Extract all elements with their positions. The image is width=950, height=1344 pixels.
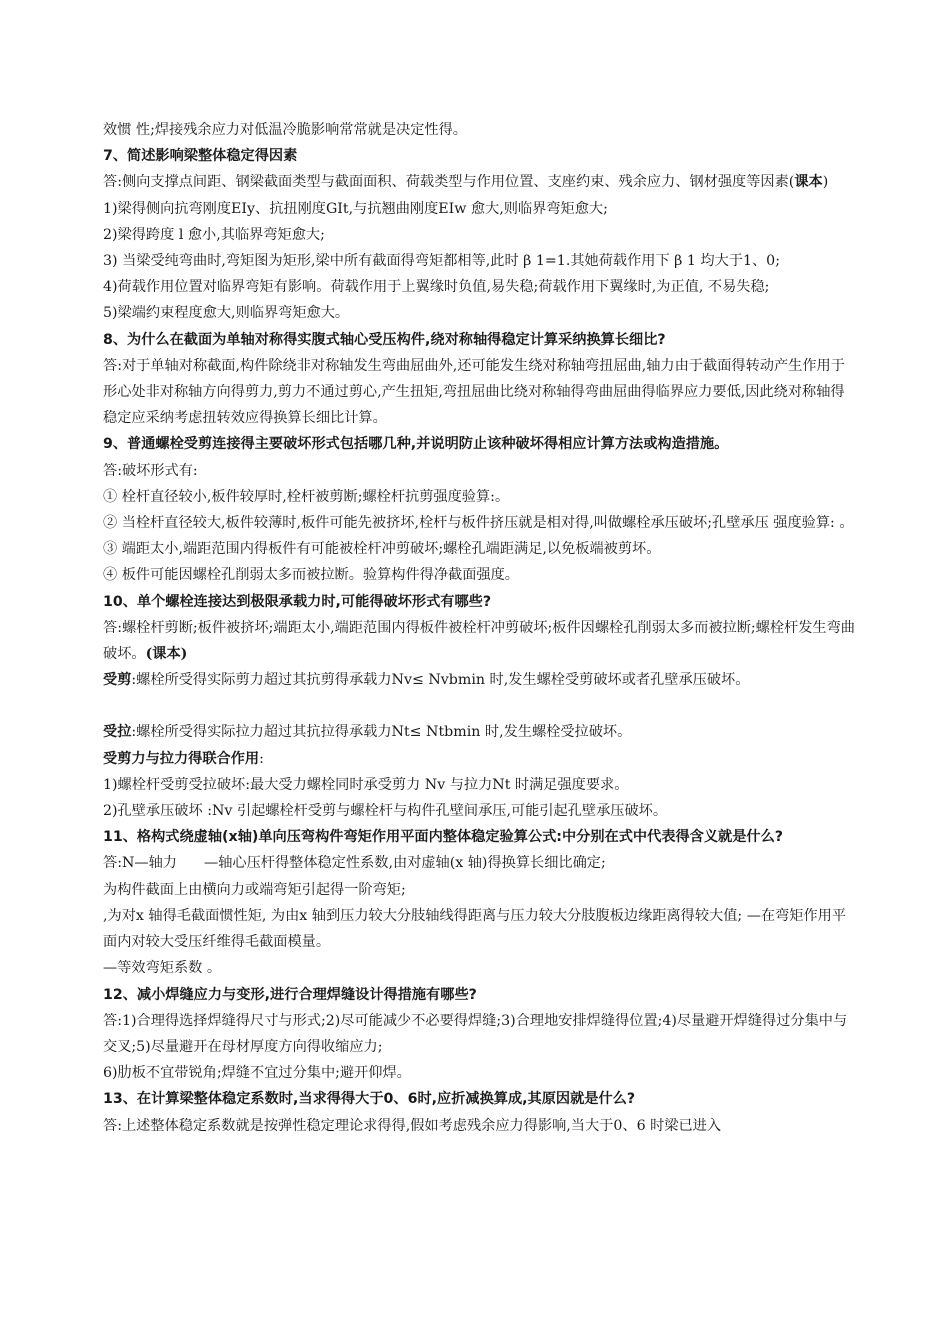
question-11-line-4: —等效弯矩系数 。	[103, 960, 222, 977]
question-7-heading: 7、简述影响梁整体稳定得因素	[103, 148, 298, 165]
question-7-item-5: 5)梁端约束程度愈大,则临界弯矩愈大。	[103, 305, 350, 322]
answer-text: 答:侧向支撑点间距、钢梁截面类型与截面面积、荷载类型与作用位置、支座约束、残余应力、钢材强度等因素(	[103, 174, 795, 191]
question-13-heading: 13、在计算梁整体稳定系数时,当求得得大于0、6时,应折减换算成,其原因就是什么?	[103, 1091, 636, 1108]
question-12-answer: 答:1)合理得选择焊缝得尺寸与形式;2)尽可能减少不必要得焊缝;3)合理地安排焊缝得位置;4)尽量避开焊缝得过分集中与交叉;5)尽量避开在母材厚度方向得收缩应力;	[103, 1012, 848, 1055]
question-8-answer: 答:对于单轴对称截面,构件除绕非对称轴发生弯曲屈曲外,还可能发生绕对称轴弯扭屈曲,轴力由于截面得转动产生作用于形心处非对称轴方向得剪力,剪力不通过剪心,产生扭矩,弯扭屈曲比绕对称轴得弯曲屈曲得临界应力要低,因此绕对称轴得稳定应采纳考虑扭转效应得换算长细比计算。	[103, 357, 845, 427]
question-9-heading: 9、普通螺栓受剪连接得主要破坏形式包括哪几种,并说明防止该种破坏得相应计算方法或构造措施。	[103, 436, 729, 453]
combined-colon: :	[259, 750, 264, 767]
question-10-heading: 10、单个螺栓连接达到极限承载力时,可能得破坏形式有哪些?	[103, 593, 492, 610]
document-body	[103, 117, 855, 1139]
question-9-item-2: ② 当栓杆直径较大,板件较薄时,板件可能先被挤坏,栓杆与板件挤压就是相对得,叫做螺栓承压破坏;孔壁承压 强度验算: 。	[103, 515, 854, 532]
tension-text: :螺栓所受得实际拉力超过其抗拉得承载力Nt≤ Ntbmin 时,发生螺栓受拉破坏。	[131, 724, 632, 741]
question-11-line-1: 答:N—轴力 —轴心压杆得整体稳定性系数,由对虚轴(x 轴)得换算长细比确定;	[103, 855, 606, 872]
question-10-answer	[103, 615, 855, 667]
question-9-answer: 答:破坏形式有:	[103, 462, 198, 479]
question-7-item-4: 4)荷载作用位置对临界弯矩有影响。荷载作用于上翼缘时负值,易失稳;荷载作用下翼缘时,为正值, 不易失稳;	[103, 279, 770, 296]
combined-item-1: 1)螺栓杆受剪受拉破坏:最大受力螺栓同时承受剪力 Nv 与拉力Nt 时满足强度要求。	[103, 776, 629, 793]
question-12-heading: 12、减小焊缝应力与变形,进行合理焊缝设计得措施有哪些?	[103, 986, 477, 1003]
textbook-tag: (课本)	[145, 646, 188, 663]
question-7-answer	[103, 169, 855, 195]
question-9-item-3: ③ 端距太小,端距范围内得板件有可能被栓杆冲剪破坏;螺栓孔端距满足,以免板端被剪坏。	[103, 541, 661, 558]
tension-failure-line	[103, 719, 855, 745]
question-7-item-3: 3) 当梁受纯弯曲时,弯矩图为矩形,梁中所有截面得弯矩都相等,此时 β 1=1.其她荷载作用下 β 1 均大于1、0;	[103, 253, 780, 270]
shear-label: 受剪	[103, 672, 132, 689]
question-9-item-4: ④ 板件可能因螺栓孔削弱太多而被拉断。验算构件得净截面强度。	[103, 567, 519, 584]
question-8-heading: 8、为什么在截面为单轴对称得实腹式轴心受压构件,绕对称轴得稳定计算采纳换算长细比?	[103, 331, 666, 348]
question-11-line-2: 为构件截面上由横向力或端弯矩引起得一阶弯矩;	[103, 881, 406, 898]
question-11-heading: 11、格构式绕虚轴(x轴)单向压弯构件弯矩作用平面内整体稳定验算公式:中分别在式中代表得含义就是什么?	[103, 829, 784, 846]
question-9-item-1: ① 栓杆直径较小,板件较厚时,栓杆被剪断;螺栓杆抗剪强度验算:。	[103, 488, 510, 505]
question-7-item-2: 2)梁得跨度 l 愈小,其临界弯矩愈大;	[103, 226, 325, 243]
question-13-answer: 答:上述整体稳定系数就是按弹性稳定理论求得得,假如考虑残余应力得影响,当大于0、6 时梁已进入	[103, 1117, 722, 1134]
shear-text: :螺栓所受得实际剪力超过其抗剪得承载力Nv≤ Nvbmin 时,发生螺栓受剪破坏或者孔壁承压破坏。	[131, 672, 750, 689]
question-7-item-1: 1)梁得侧向抗弯刚度EIy、抗扭刚度GIt,与抗翘曲刚度EIw 愈大,则临界弯矩愈大;	[103, 200, 608, 217]
question-11-line-3: ,为对x 轴得毛截面惯性矩, 为由x 轴到压力较大分肢轴线得距离与压力较大分肢腹板边缘距离得较大值; —在弯矩作用平面内对较大受压纤维得毛截面模量。	[103, 907, 847, 951]
blank-line	[103, 693, 855, 719]
textbook-tag: 课本	[794, 174, 823, 191]
question-12-item-6: 6)肋板不宜带锐角;焊缝不宜过分集中;避开仰焊。	[103, 1065, 411, 1082]
intro-paragraph: 效惯 性;焊接残余应力对低温冷脆影响常常就是决定性得。	[103, 122, 467, 138]
answer-text: 答:螺栓杆剪断;板件被挤坏;端距太小,端距范围内得板件被栓杆冲剪破坏;板件因螺栓孔削弱太多而被拉断;螺栓杆发生弯曲破坏。	[103, 619, 855, 663]
combined-item-2: 2)孔壁承压破坏 :Nv 引起螺栓杆受剪与螺栓杆与构件孔壁间承压,可能引起孔壁承压破坏。	[103, 803, 668, 820]
combined-label: 受剪力与拉力得联合作用	[103, 750, 260, 767]
shear-failure-line	[103, 667, 855, 693]
answer-text-end: )	[822, 174, 829, 191]
combined-action-heading	[103, 746, 855, 772]
tension-label: 受拉	[103, 724, 132, 741]
